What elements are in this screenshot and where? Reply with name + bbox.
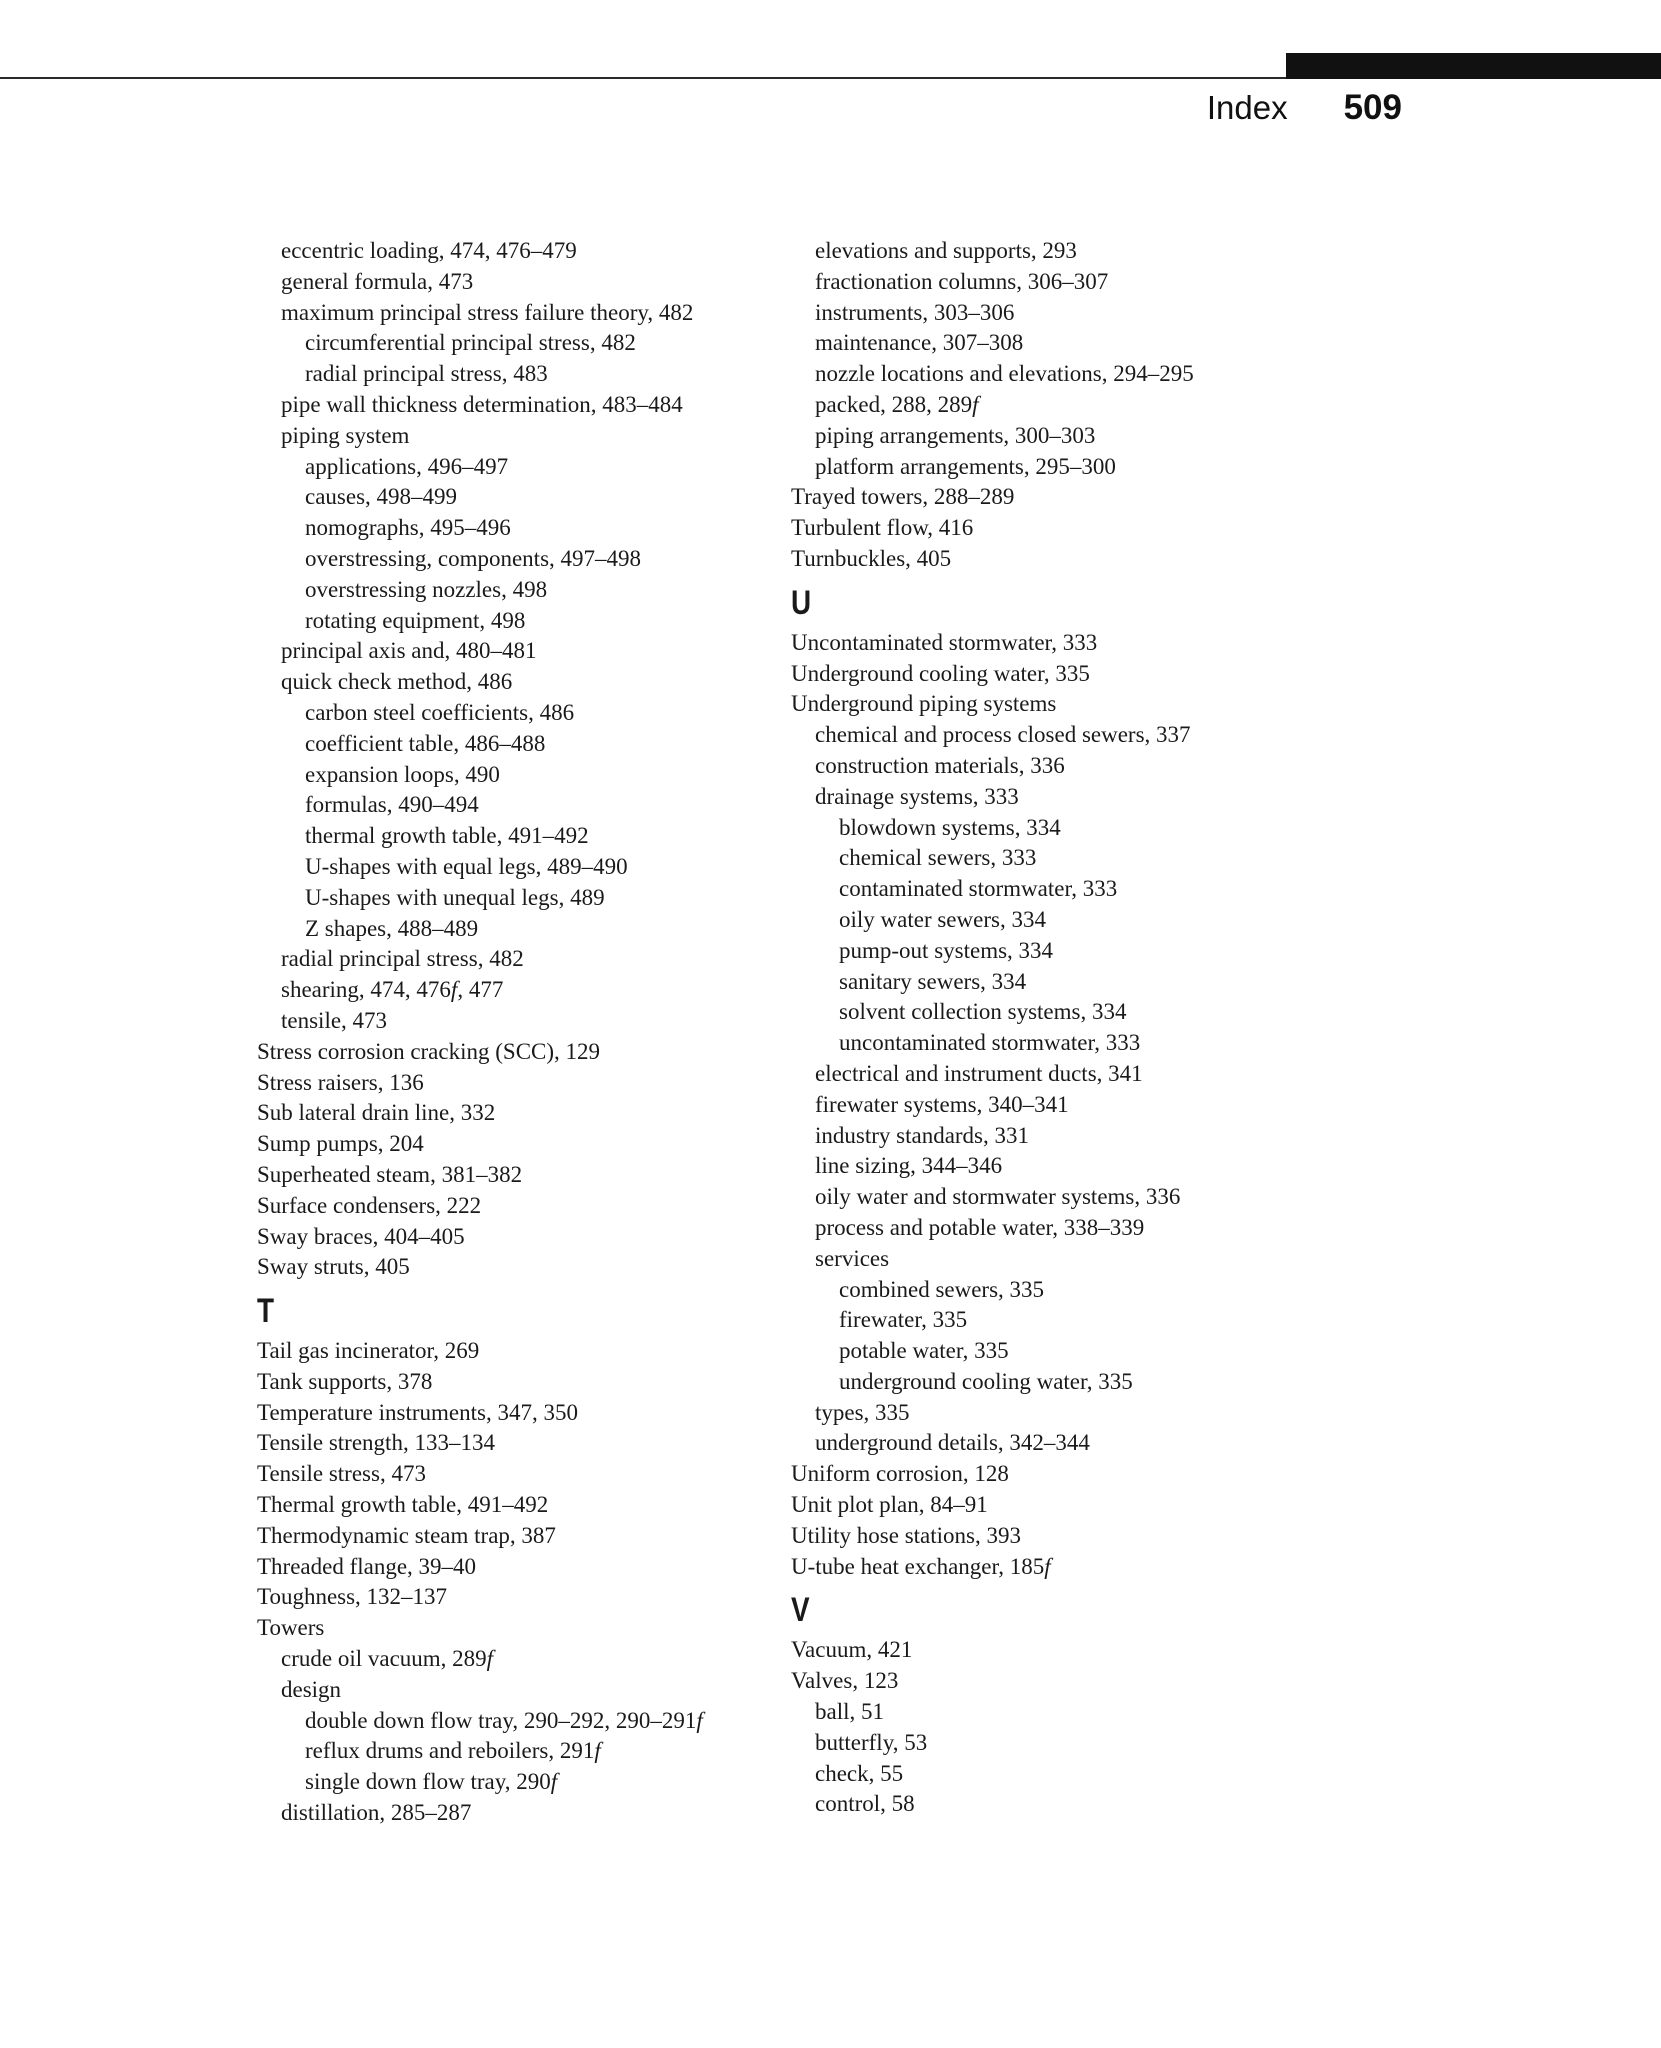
entry-text: principal axis and, 480–481	[281, 638, 537, 664]
entry-text: solvent collection systems, 334	[839, 999, 1127, 1025]
entry-text: check, 55	[815, 1760, 904, 1786]
header-bar	[1286, 53, 1661, 79]
entry-text: sanitary sewers, 334	[839, 968, 1027, 994]
index-entry	[257, 698, 757, 729]
entry-text: Uncontaminated stormwater, 333	[791, 629, 1098, 655]
entry-text: carbon steel coefficients, 486	[305, 699, 575, 725]
section-label: Index	[1206, 89, 1288, 126]
index-entry	[257, 760, 757, 791]
index-entry	[791, 1182, 1331, 1213]
index-entry	[791, 720, 1331, 751]
entry-text: Superheated steam, 381–382	[257, 1161, 523, 1187]
entry-text: Thermal growth table, 491–492	[257, 1492, 549, 1518]
index-entry	[791, 298, 1331, 329]
entry-text: Utility hose stations, 393	[791, 1522, 1021, 1548]
section-letter: U	[791, 583, 812, 622]
index-entry	[791, 267, 1331, 298]
entry-text: thermal growth table, 491–492	[305, 823, 589, 849]
entry-text: Unit plot plan, 84–91	[791, 1492, 988, 1518]
index-entry	[791, 1521, 1331, 1552]
entry-text: blowdown systems, 334	[839, 814, 1061, 840]
entry-text: nozzle locations and elevations, 294–295	[815, 361, 1194, 387]
entry-text: drainage systems, 333	[815, 783, 1019, 809]
index-entry	[791, 874, 1331, 905]
index-entry	[257, 852, 757, 883]
index-entry	[257, 1252, 757, 1283]
index-entry	[257, 1129, 757, 1160]
entry-text: uncontaminated stormwater, 333	[839, 1030, 1141, 1056]
entry-text: tensile, 473	[281, 1007, 388, 1033]
entry-text: combined sewers, 335	[839, 1276, 1045, 1302]
figure-suffix: f	[1044, 1553, 1051, 1579]
index-entry	[791, 1305, 1331, 1336]
entry-text: radial principal stress, 483	[305, 361, 548, 387]
page-number: 509	[1343, 88, 1402, 127]
index-entry	[257, 544, 757, 575]
entry-text: overstressing nozzles, 498	[305, 576, 548, 602]
entry-text: applications, 496–497	[305, 453, 509, 479]
entry-text: Surface condensers, 222	[257, 1192, 482, 1218]
index-entry	[791, 1244, 1331, 1275]
entry-text: Toughness, 132–137	[257, 1584, 448, 1610]
entry-text: Underground piping systems	[791, 691, 1057, 717]
entry-text: U-shapes with unequal legs, 489	[305, 884, 605, 910]
entry-text: firewater, 335	[839, 1307, 968, 1333]
entry-text: overstressing, components, 497–498	[305, 545, 642, 571]
index-entry	[257, 1098, 757, 1129]
index-entry	[791, 1367, 1331, 1398]
entry-text: Tail gas incinerator, 269	[257, 1338, 480, 1364]
entry-text: Threaded flange, 39–40	[257, 1553, 477, 1579]
entry-text: maximum principal stress failure theory, 482	[281, 299, 694, 325]
index-entry	[791, 1151, 1331, 1182]
index-entry	[257, 236, 757, 267]
index-entry	[257, 1459, 757, 1490]
entry-text: Temperature instruments, 347, 350	[257, 1399, 578, 1425]
entry-text: underground details, 342–344	[815, 1430, 1090, 1456]
entry-text: distillation, 285–287	[281, 1800, 472, 1826]
index-entry	[257, 636, 757, 667]
index-entry	[791, 544, 1331, 575]
index-entry	[791, 513, 1331, 544]
index-entry	[257, 790, 757, 821]
index-entry	[257, 1613, 757, 1644]
index-entry	[791, 628, 1331, 659]
index-entry	[257, 267, 757, 298]
entry-text: process and potable water, 338–339	[815, 1214, 1145, 1240]
index-entry	[257, 729, 757, 760]
figure-suffix: f	[450, 977, 458, 1003]
index-entry	[257, 1222, 757, 1253]
entry-text: platform arrangements, 295–300	[815, 453, 1116, 479]
index-entry	[257, 821, 757, 852]
index-entry	[257, 513, 757, 544]
index-entry	[257, 328, 757, 359]
index-entry	[257, 1706, 757, 1737]
entry-text: Tank supports, 378	[257, 1368, 433, 1394]
index-entry	[257, 1006, 757, 1037]
entry-text: Stress raisers, 136	[257, 1069, 424, 1095]
index-entry	[791, 997, 1331, 1028]
index-entry	[791, 1635, 1331, 1666]
entry-text: piping arrangements, 300–303	[815, 422, 1096, 448]
index-entry	[791, 1728, 1331, 1759]
index-entry	[791, 936, 1331, 967]
index-entry	[791, 1428, 1331, 1459]
entry-text: butterfly, 53	[815, 1729, 928, 1755]
entry-text: Turbulent flow, 416	[791, 515, 974, 541]
entry-text: formulas, 490–494	[305, 792, 479, 818]
index-entry	[257, 1552, 757, 1583]
section-letter: V	[791, 1591, 810, 1630]
index-entry	[791, 1552, 1331, 1583]
index-entry	[257, 1798, 757, 1829]
index-column-left	[257, 236, 757, 1829]
entry-text: quick check method, 486	[281, 669, 513, 695]
entry-text: nomographs, 495–496	[305, 515, 511, 541]
index-entry	[257, 1490, 757, 1521]
entry-text: Sub lateral drain line, 332	[257, 1100, 496, 1126]
index-entry	[257, 575, 757, 606]
index-entry	[791, 813, 1331, 844]
entry-text: control, 58	[815, 1791, 915, 1817]
entry-text: services	[815, 1245, 890, 1271]
running-head	[1207, 88, 1402, 136]
index-entry	[257, 390, 757, 421]
entry-text: Valves, 123	[791, 1668, 899, 1694]
entry-text: maintenance, 307–308	[815, 330, 1024, 356]
index-entry	[791, 1121, 1331, 1152]
figure-suffix: f	[486, 1646, 494, 1672]
index-entry	[791, 689, 1331, 720]
index-entry	[791, 1459, 1331, 1490]
index-entry	[257, 975, 757, 1006]
entry-text: oily water and stormwater systems, 336	[815, 1184, 1181, 1210]
entry-text: underground cooling water, 335	[839, 1368, 1133, 1394]
index-entry	[791, 328, 1331, 359]
index-entry	[791, 452, 1331, 483]
entry-text: Uniform corrosion, 128	[791, 1461, 1009, 1487]
index-entry	[791, 967, 1331, 998]
index-entry	[257, 944, 757, 975]
index-entry	[791, 1336, 1331, 1367]
index-entry	[257, 1736, 757, 1767]
figure-suffix: f	[972, 391, 979, 417]
figure-suffix: f	[696, 1707, 703, 1733]
index-entry	[791, 1789, 1331, 1820]
entry-text: fractionation columns, 306–307	[815, 268, 1109, 294]
index-entry	[257, 452, 757, 483]
index-entry	[791, 1090, 1331, 1121]
entry-text: Tensile strength, 133–134	[257, 1430, 495, 1456]
entry-text: rotating equipment, 498	[305, 607, 526, 633]
index-entry	[257, 1068, 757, 1099]
index-entry	[257, 1398, 757, 1429]
entry-text: electrical and instrument ducts, 341	[815, 1060, 1143, 1086]
index-entry	[791, 390, 1331, 421]
index-entry	[257, 482, 757, 513]
index-entry	[791, 1490, 1331, 1521]
entry-text: Turnbuckles, 405	[791, 545, 952, 571]
index-entry	[791, 482, 1331, 513]
entry-text: Tensile stress, 473	[257, 1461, 426, 1487]
index-entry	[791, 1059, 1331, 1090]
entry-text: Towers	[257, 1615, 325, 1641]
index-entry	[257, 359, 757, 390]
index-entry	[791, 659, 1331, 690]
entry-text: elevations and supports, 293	[815, 238, 1077, 263]
index-entry	[257, 1767, 757, 1798]
entry-text: double down flow tray, 290–292, 290–291	[305, 1707, 697, 1733]
entry-text: design	[281, 1676, 342, 1702]
entry-text: crude oil vacuum, 289	[281, 1646, 487, 1672]
entry-text: chemical sewers, 333	[839, 845, 1037, 871]
entry-text: Underground cooling water, 335	[791, 660, 1090, 686]
index-entry	[257, 883, 757, 914]
figure-suffix: f	[594, 1738, 601, 1764]
entry-text: instruments, 303–306	[815, 299, 1015, 325]
entry-text: general formula, 473	[281, 268, 474, 294]
index-entry	[257, 421, 757, 452]
index-entry	[791, 421, 1331, 452]
index-entry	[257, 1160, 757, 1191]
index-entry	[791, 782, 1331, 813]
index-entry	[791, 905, 1331, 936]
entry-text: potable water, 335	[839, 1338, 1009, 1364]
index-entry	[257, 606, 757, 637]
entry-text: reflux drums and reboilers, 291	[305, 1738, 595, 1764]
index-entry	[791, 843, 1331, 874]
index-entry	[257, 1428, 757, 1459]
index-entry	[257, 1582, 757, 1613]
entry-text: Vacuum, 421	[791, 1637, 913, 1663]
entry-text: firewater systems, 340–341	[815, 1091, 1069, 1117]
entry-text: contaminated stormwater, 333	[839, 876, 1118, 902]
section-letter: T	[257, 1292, 275, 1331]
entry-text: coefficient table, 486–488	[305, 730, 546, 756]
index-entry	[257, 1675, 757, 1706]
entry-text: Z shapes, 488–489	[305, 915, 479, 941]
index-entry	[791, 1666, 1331, 1697]
entry-text: types, 335	[815, 1399, 910, 1425]
index-entry	[791, 1697, 1331, 1728]
entry-text: Sump pumps, 204	[257, 1131, 424, 1157]
index-entry	[257, 298, 757, 329]
index-entry	[257, 1521, 757, 1552]
index-entry	[791, 1275, 1331, 1306]
index-entry	[791, 236, 1331, 267]
index-entry	[257, 1037, 757, 1068]
entry-text: ball, 51	[815, 1699, 884, 1725]
entry-text: single down flow tray, 290	[305, 1769, 551, 1795]
entry-text: oily water sewers, 334	[839, 906, 1046, 932]
entry-text: Thermodynamic steam trap, 387	[257, 1522, 556, 1548]
entry-text: packed, 288, 289	[815, 391, 973, 417]
entry-text: circumferential principal stress, 482	[305, 330, 636, 356]
index-entry	[791, 751, 1331, 782]
entry-text: pipe wall thickness determination, 483–484	[281, 391, 683, 417]
entry-text: pump-out systems, 334	[839, 937, 1054, 963]
index-entry	[257, 914, 757, 945]
entry-text: expansion loops, 490	[305, 761, 500, 787]
index-entry	[257, 1191, 757, 1222]
entry-text-rest: , 477	[457, 977, 504, 1003]
index-entry	[791, 1398, 1331, 1429]
index-entry	[791, 1759, 1331, 1790]
figure-suffix: f	[550, 1769, 558, 1795]
entry-text: eccentric loading, 474, 476–479	[281, 238, 577, 263]
entry-text: chemical and process closed sewers, 337	[815, 722, 1191, 748]
entry-text: Sway braces, 404–405	[257, 1223, 465, 1249]
entry-text: U-shapes with equal legs, 489–490	[305, 853, 628, 879]
index-entry	[791, 359, 1331, 390]
index-entry	[791, 1213, 1331, 1244]
entry-text: shearing, 474, 476	[281, 977, 451, 1003]
index-entry	[791, 1028, 1331, 1059]
entry-text: causes, 498–499	[305, 484, 458, 510]
entry-text: Sway struts, 405	[257, 1254, 410, 1280]
index-entry	[257, 1336, 757, 1367]
index-column-right	[791, 236, 1331, 1820]
entry-text: construction materials, 336	[815, 752, 1065, 778]
entry-text: piping system	[281, 422, 410, 448]
entry-text: Stress corrosion cracking (SCC), 129	[257, 1038, 601, 1064]
entry-text: U-tube heat exchanger, 185	[791, 1553, 1045, 1579]
index-entry	[257, 1644, 757, 1675]
entry-text: line sizing, 344–346	[815, 1153, 1003, 1179]
index-entry	[257, 1367, 757, 1398]
entry-text: Trayed towers, 288–289	[791, 484, 1015, 510]
entry-text: industry standards, 331	[815, 1122, 1030, 1148]
index-entry	[257, 667, 757, 698]
entry-text: radial principal stress, 482	[281, 946, 524, 972]
